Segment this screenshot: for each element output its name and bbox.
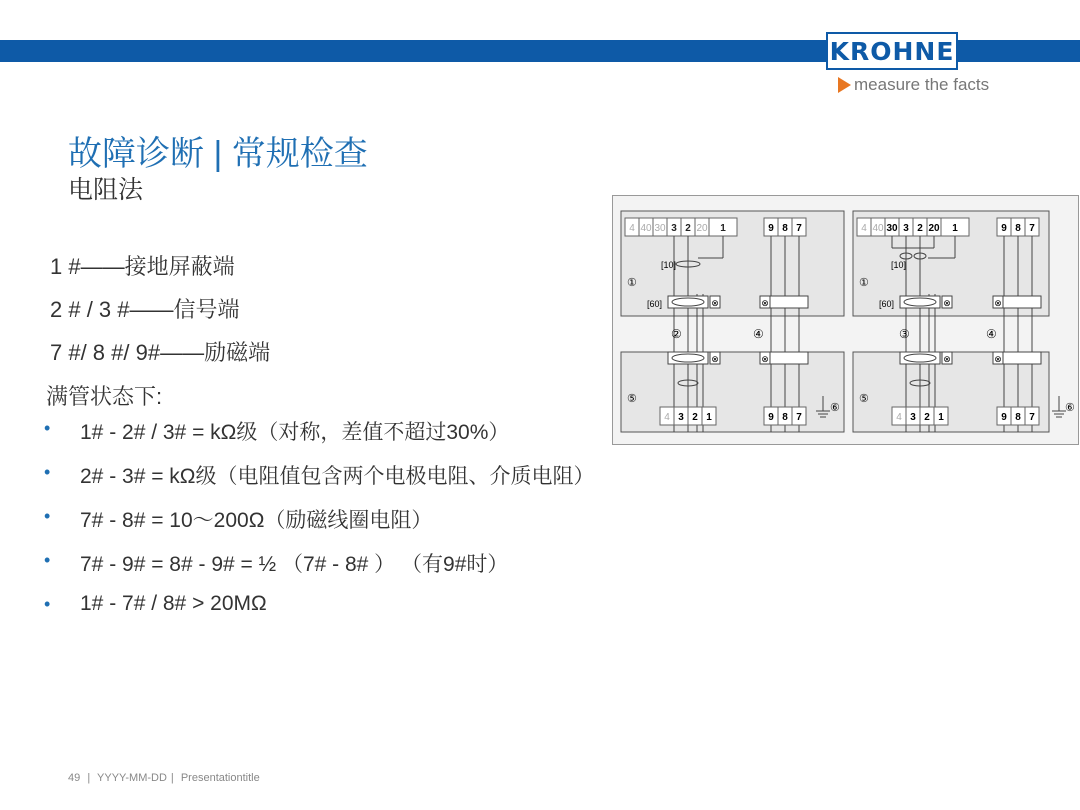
terminal-label: 9 xyxy=(1001,412,1007,423)
wiring-diagram xyxy=(612,195,1079,445)
krohne-logo xyxy=(826,32,958,70)
logo-text: KROHNE xyxy=(829,36,955,66)
list-item: • 2# - 3# = kΩ级（电阻值包含两个电极电阻、介质电阻） xyxy=(44,462,595,488)
terminal-label: 1 xyxy=(706,412,712,423)
bullet-icon: • xyxy=(44,594,51,614)
terminal-label: 2 xyxy=(917,223,923,234)
terminal-label: 40 xyxy=(640,223,652,234)
terminal-label: 1 xyxy=(952,223,958,234)
terminal-label: 2 xyxy=(692,412,698,423)
slide-footer: 49 | YYYY-MM-DD | Presentationtitle xyxy=(68,772,260,784)
cross-terminal-icon: ⊗ xyxy=(943,354,951,364)
tagline xyxy=(838,75,989,95)
list-item: • 7# - 8# = 10～200Ω（励磁线圈电阻） xyxy=(44,506,433,532)
slide-subtitle: 电阻法 xyxy=(68,176,144,204)
terminal-label: 4 xyxy=(664,412,670,423)
terminal-line-signal: 2 # / 3 #——信号端 xyxy=(50,297,240,322)
marker-label: ⑥ xyxy=(830,402,840,414)
marker-label: ① xyxy=(859,277,869,289)
page-number: 49 xyxy=(68,772,81,784)
terminal-label: 30 xyxy=(654,223,666,234)
cross-terminal-icon: ⊗ xyxy=(711,298,719,308)
marker-label: ⑥ xyxy=(1065,402,1075,414)
terminal-label: 2 xyxy=(924,412,930,423)
cross-terminal-icon: ⊗ xyxy=(994,298,1002,308)
terminal-line-excitation: 7 #/ 8 #/ 9#——励磁端 xyxy=(50,340,271,365)
list-item: • 1# - 7# / 8# > 20MΩ xyxy=(44,592,267,615)
terminal-label: 20 xyxy=(696,223,708,234)
cross-terminal-icon: ⊗ xyxy=(761,298,769,308)
terminal-label: 8 xyxy=(1015,223,1021,234)
marker-label: ③ xyxy=(899,327,910,341)
cross-terminal-icon: ⊗ xyxy=(943,298,951,308)
tagline-arrow-icon xyxy=(838,77,851,93)
cross-terminal-icon: ⊗ xyxy=(711,354,719,364)
terminal-label: 3 xyxy=(678,412,684,423)
terminal-label: 2 xyxy=(685,223,691,234)
cable-label: [60] xyxy=(647,299,663,309)
terminal-label: 9 xyxy=(768,223,774,234)
footer-date: YYYY-MM-DD xyxy=(97,772,167,784)
wiring-diagram-svg xyxy=(613,196,1078,444)
terminal-label: 3 xyxy=(910,412,916,423)
tagline-text: measure the facts xyxy=(854,75,990,94)
terminal-label: 30 xyxy=(886,223,898,234)
bullet-icon: • xyxy=(44,550,51,570)
terminal-label: 7 xyxy=(796,223,802,234)
terminal-label: 1 xyxy=(938,412,944,423)
cross-terminal-icon: ⊗ xyxy=(761,354,769,364)
terminal-label: 20 xyxy=(928,223,940,234)
marker-label: ⑤ xyxy=(627,393,637,405)
terminal-label: 9 xyxy=(768,412,774,423)
terminal-label: 8 xyxy=(782,223,788,234)
measurement-list xyxy=(44,416,595,636)
marker-label: ⑤ xyxy=(859,393,869,405)
condition-label: 满管状态下: xyxy=(46,384,163,409)
marker-label: ④ xyxy=(986,327,997,341)
list-item: • 1# - 2# / 3# = kΩ级（对称，差值不超过30%） xyxy=(44,418,510,444)
terminal-label: 7 xyxy=(796,412,802,423)
right-wiring-panel xyxy=(853,211,1075,432)
cross-terminal-icon: ⊗ xyxy=(994,354,1002,364)
terminal-label: 40 xyxy=(872,223,884,234)
marker-label: ④ xyxy=(753,327,764,341)
slide-title: 故障诊断 | 常规检查 xyxy=(68,135,368,173)
footer-title: Presentationtitle xyxy=(180,772,260,784)
ground-icon xyxy=(1052,396,1066,417)
bullet-icon: • xyxy=(44,506,51,526)
bullet-icon: • xyxy=(44,462,51,482)
marker-label: ① xyxy=(627,277,637,289)
terminal-label: 8 xyxy=(782,412,788,423)
list-item: • 7# - 9# = 8# - 9# = ½ （7# - 8# ） （有9#时） xyxy=(44,550,509,576)
cable-label: [60] xyxy=(879,299,895,309)
terminal-label: 3 xyxy=(671,223,677,234)
terminal-label: 4 xyxy=(629,223,635,234)
cable-label: [10] xyxy=(891,260,907,270)
marker-label: ② xyxy=(671,327,682,341)
terminal-label: 9 xyxy=(1001,223,1007,234)
terminal-label: 7 xyxy=(1029,223,1035,234)
left-wiring-panel xyxy=(621,211,844,432)
terminal-label: 4 xyxy=(861,223,867,234)
terminal-label: 3 xyxy=(903,223,909,234)
terminal-label: 8 xyxy=(1015,412,1021,423)
bullet-icon: • xyxy=(44,418,51,438)
terminal-line-shield: 1 #——接地屏蔽端 xyxy=(50,254,235,279)
cable-label: [10] xyxy=(661,260,677,270)
terminal-label: 1 xyxy=(720,223,726,234)
terminal-label: 7 xyxy=(1029,412,1035,423)
terminal-label: 4 xyxy=(896,412,902,423)
